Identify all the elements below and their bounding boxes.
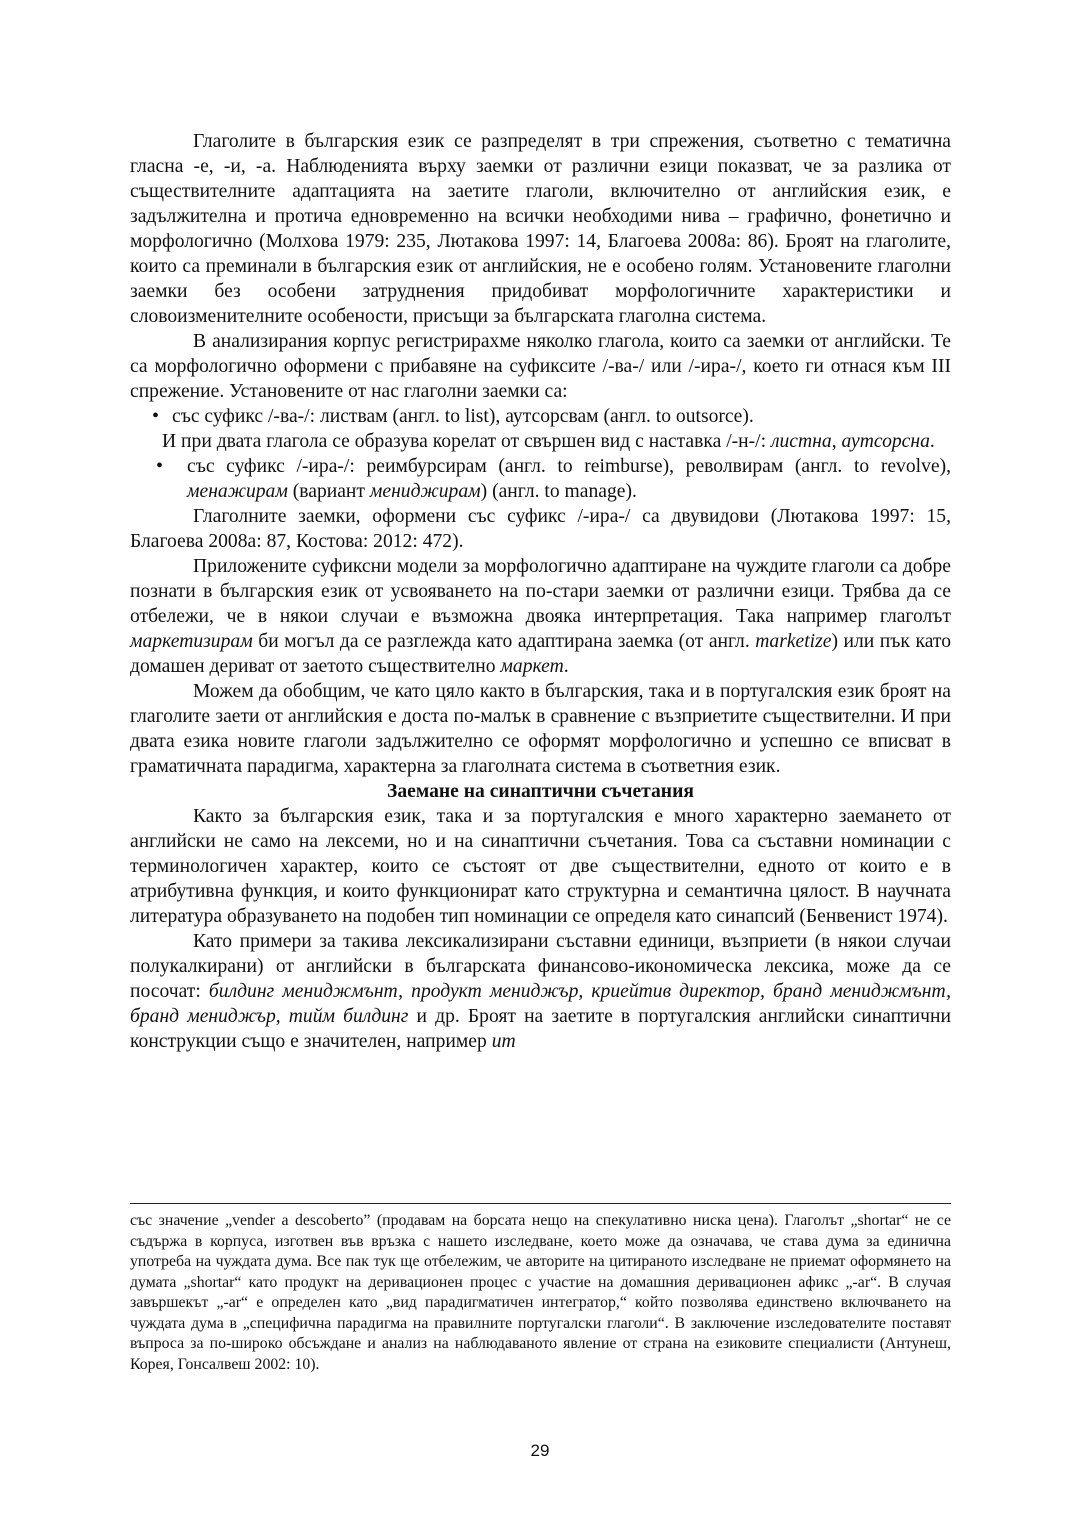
text-run: Приложените суфиксни модели за морфологично адаптиране на чуждите глаголи са добре познати в българския език от усвояването на по-стари заемки от различни езици. Трябва да се отбележи, че в някои случаи е възможна двояка интерпретация. Така например глаголът (130, 556, 951, 627)
paragraph-verbs-intro: Глаголите в българския език се разпределят в три спрежения, съответно с тематична гласна -е, -и, -а. Наблюденията върху заемки от различни езици показват, че за разлика от съществителните адаптацията на заетите глаголи, включително от английския език, е задължителна и протича едновременно на всички необходими нива – графично, фонетично и морфологично (Молхова 1979: 235, Лютакова 1997: 14, Благоева 2008а: 86). Броят на глаголите, които са преминали в българския език от английския, не е особено голям. Установените глаголни заемки без особени затруднения придобиват морфологичните характеристики и словоизменителните особености, присъщи за българската глаголна система. (130, 131, 951, 327)
italic-term: мениджирам (369, 481, 481, 502)
footnote-text: със значение „vender a descoberto” (продавам на борсата нещо на спекулативно ниска цена). Глаголът „shortar“ не се съдържа в корпуса, изготвен във връзка с нашето изследване, което може да означава, че става дума за единична употреба на чуждата дума. Все пак тук ще отбележим, че авторите на цитираното изследване не приемат оформянето на думата „shortar“ като продукт на деривационен процес с участие на домашния деривационен афикс „-ar“. В случая завършекът „-ar“ е определен като „вид парадигматичен интегратор,“ който позволява единствено включването на чуждата дума в „специфична парадигма на правилните португалски глаголи“. В заключение изследователите поставят въпроса за по-широко обсъждане и анализ на наблюдаваното явление от страна на езиковите специалисти (Антунеш, Корея, Гонсалвеш 2002: 10). (130, 1212, 951, 1373)
italic-term: менажирам (187, 481, 288, 502)
paragraph-examples (130, 929, 951, 1054)
italic-term: листна (770, 431, 832, 452)
text-run: (вариант (287, 481, 370, 502)
italic-term: билдинг мениджмънт, продукт мениджър, криейтив директор, бранд мениджмънт, бранд мениджър, тийм билдинг (130, 981, 951, 1027)
bullet-item-ira (130, 454, 951, 504)
bullet-list-va (130, 404, 951, 429)
footnote-divider (130, 1203, 951, 1204)
italic-term: маркетизирам (130, 631, 253, 652)
paragraph-summary: Можем да обобщим, че като цяло както в българския, така и в португалския език броят на глаголите заети от английския е доста по-малък в сравнение с възприетите съществителни. И при двата езика новите глаголи задължително се оформят морфологично и успешно се вписват в граматичната парадигма, характерна за глаголната система в съответния език. (130, 681, 951, 777)
text-run: би могъл да се разглежда като адаптирана заемка (от англ. (252, 631, 756, 652)
text-run: . (929, 431, 935, 452)
paragraph-synaptic: Както за българския език, така и за португалския е много характерно заемането от английски не само на лексеми, но и на синаптични съчетания. Това са съставни номинации с терминологичен характер, които се състоят от две съществителни, едното от които е в атрибутивна функция, и които функционират като структурна и семантична цялост. В научната литература образуването на подобен тип номинации се определя като синапсий (Бенвенист 1974). (130, 806, 951, 927)
section-heading: Заемане на синаптични съчетания (387, 781, 694, 802)
text-run: , (831, 431, 842, 452)
paragraph-two-aspect: Глаголните заемки, оформени със суфикс /-ира-/ са двувидови (Лютакова 1997: 15, Благоева 2008а: 87, Костова: 2012: 472). (130, 506, 951, 552)
text-run: със суфикс /-ира-/: реимбурсирам (англ. to reimburse), револвирам (англ. to revolve), (187, 456, 951, 477)
bullet-item-va: • със суфикс /-ва-/: листвам (англ. to list), аутсорсвам (англ. to outsorce). (130, 404, 951, 429)
paragraph-corpus-verbs: В анализирания корпус регистрирахме няколко глагола, които са заемки от английски. Те са морфологично оформени с прибавяне на суфиксите /-ва-/ или /-ира-/, което ги отнася към III спрежение. Установените от нас глаголни заемки са: (130, 331, 951, 402)
italic-term: аутсорсна (841, 431, 930, 452)
text-run: ) (англ. to manage). (480, 481, 637, 502)
bullet-list-ira (130, 454, 951, 504)
text-run: Като примери за такива лексикализирани съставни единици, възприети (в някои случаи полукалкирани) от английски в българската финансово-икономическа лексика, може да се посочат: (130, 931, 951, 1002)
text-run: . (563, 656, 569, 677)
italic-term: маркет (500, 656, 564, 677)
text-run: И при двата глагола се образува корелат от свършен вид с наставка /-н-/: (162, 431, 771, 452)
text-run: и др. Броят на заетите в португалския английски синаптични конструкции също е значителен, например (130, 1006, 951, 1052)
paragraph-suffix-models (130, 554, 951, 679)
page-number: 29 (530, 1441, 550, 1460)
italic-term: ит (491, 1031, 516, 1052)
italic-term: marketize (755, 631, 832, 652)
footnote (130, 1211, 951, 1375)
main-text (130, 129, 951, 1054)
text-run: ) или пък като домашен дериват от заетото съществително (130, 631, 951, 677)
paragraph-correlate (130, 429, 951, 454)
